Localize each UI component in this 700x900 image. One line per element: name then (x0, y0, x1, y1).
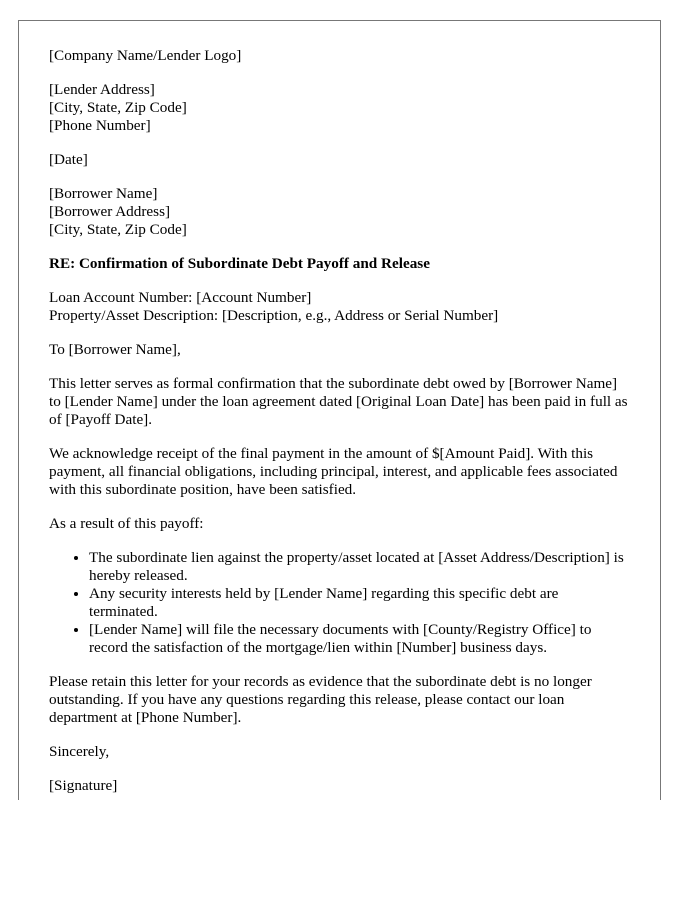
company-name: [Company Name/Lender Logo] (49, 47, 242, 64)
date-text: [Date] (49, 151, 88, 168)
body-paragraph-retain: Please retain this letter for your records as evidence that the subordinate debt is no longer outstanding. If you have any questions regarding this release, please contact our loan department at [Phone Number]. (49, 673, 592, 726)
letter-date (49, 151, 630, 169)
letter-page (18, 20, 661, 800)
letterhead-address (49, 81, 630, 135)
account-number-line: Loan Account Number: [Account Number] (49, 289, 312, 306)
signature-placeholder: [Signature] (49, 777, 118, 794)
recipient-address (49, 185, 630, 239)
borrower-name-line: [Borrower Name] (49, 185, 158, 202)
property-description-line: Property/Asset Description: [Description, e.g., Address or Serial Number] (49, 307, 499, 324)
lender-phone-line: [Phone Number] (49, 117, 151, 134)
salutation: To [Borrower Name], (49, 341, 181, 358)
lender-address-line: [Lender Address] (49, 81, 155, 98)
body-paragraph-payment: We acknowledge receipt of the final payment in the amount of $[Amount Paid]. With this payment, all financial obligations, including principal, interest, and applicable fees associated with this subordinate position, have been satisfied. (49, 445, 618, 498)
list-item: • The subordinate lien against the property/asset located at [Asset Address/Description] is hereby released. (89, 549, 630, 585)
closing: Sincerely, (49, 743, 110, 760)
letterhead-company (49, 47, 630, 65)
release-points-list (49, 549, 630, 657)
lender-city-line: [City, State, Zip Code] (49, 99, 187, 116)
body-paragraph-confirmation: This letter serves as formal confirmation that the subordinate debt owed by [Borrower Name] to [Lender Name] under the loan agreement dated [Original Loan Date] has been paid in full as of [Payoff Date]. (49, 375, 628, 428)
reference-block (49, 289, 630, 325)
subject-line: RE: Confirmation of Subordinate Debt Payoff and Release (49, 255, 430, 272)
list-intro: As a result of this payoff: (49, 515, 204, 532)
borrower-city-line: [City, State, Zip Code] (49, 221, 187, 238)
borrower-address-line: [Borrower Address] (49, 203, 171, 220)
list-item: • [Lender Name] will file the necessary documents with [County/Registry Office] to record the satisfaction of the mortgage/lien within [Number] business days. (89, 621, 630, 657)
list-item: • Any security interests held by [Lender Name] regarding this specific debt are terminated. (89, 585, 630, 621)
